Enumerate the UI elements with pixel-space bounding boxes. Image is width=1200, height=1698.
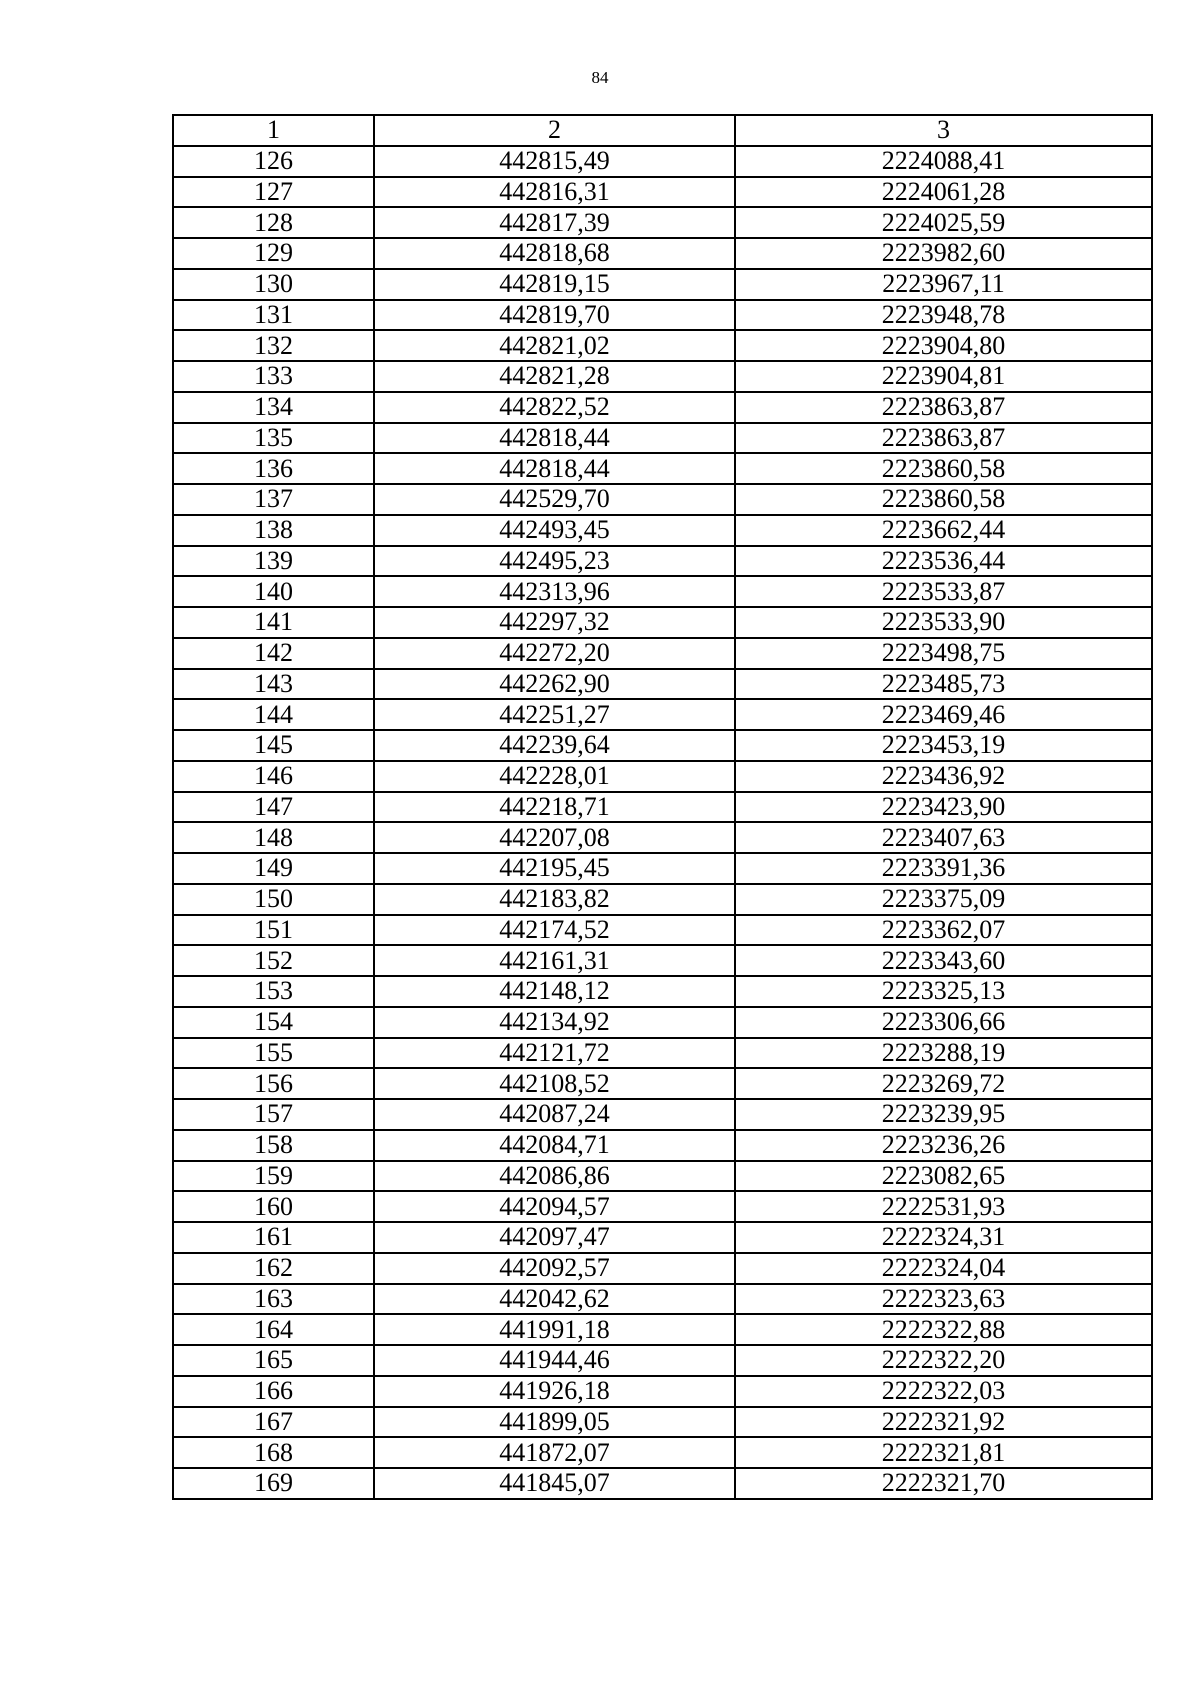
cell-point-number: 155 <box>173 1038 374 1069</box>
cell-point-number: 146 <box>173 761 374 792</box>
table-row <box>173 638 1152 669</box>
table-row <box>173 669 1152 700</box>
cell-x: 442108,52 <box>374 1068 735 1099</box>
table-row <box>173 607 1152 638</box>
cell-point-number: 142 <box>173 638 374 669</box>
cell-x: 442097,47 <box>374 1222 735 1253</box>
cell-point-number: 151 <box>173 915 374 946</box>
cell-x: 442818,44 <box>374 453 735 484</box>
cell-y: 2223863,87 <box>735 392 1152 423</box>
table-row <box>173 822 1152 853</box>
table-row <box>173 1253 1152 1284</box>
cell-point-number: 127 <box>173 177 374 208</box>
cell-y: 2223533,90 <box>735 607 1152 638</box>
cell-y: 2222321,81 <box>735 1437 1152 1468</box>
cell-y: 2223375,09 <box>735 884 1152 915</box>
table-row <box>173 300 1152 331</box>
cell-y: 2223306,66 <box>735 1007 1152 1038</box>
cell-y: 2222322,88 <box>735 1314 1152 1345</box>
table-row <box>173 792 1152 823</box>
table-row <box>173 1407 1152 1438</box>
table-row <box>173 1099 1152 1130</box>
cell-y: 2223860,58 <box>735 453 1152 484</box>
cell-x: 442174,52 <box>374 915 735 946</box>
table-header-row <box>173 115 1152 146</box>
table-row <box>173 761 1152 792</box>
cell-y: 2223082,65 <box>735 1161 1152 1192</box>
cell-point-number: 133 <box>173 361 374 392</box>
cell-x: 442821,02 <box>374 330 735 361</box>
cell-x: 441845,07 <box>374 1468 735 1499</box>
cell-y: 2223269,72 <box>735 1068 1152 1099</box>
cell-point-number: 160 <box>173 1191 374 1222</box>
cell-x: 442818,44 <box>374 423 735 454</box>
cell-x: 442087,24 <box>374 1099 735 1130</box>
cell-point-number: 167 <box>173 1407 374 1438</box>
cell-point-number: 162 <box>173 1253 374 1284</box>
cell-point-number: 156 <box>173 1068 374 1099</box>
table-row <box>173 1038 1152 1069</box>
cell-point-number: 129 <box>173 238 374 269</box>
cell-x: 442818,68 <box>374 238 735 269</box>
table-row <box>173 1222 1152 1253</box>
cell-x: 442228,01 <box>374 761 735 792</box>
cell-x: 442313,96 <box>374 576 735 607</box>
table-row <box>173 361 1152 392</box>
table-row <box>173 177 1152 208</box>
cell-point-number: 161 <box>173 1222 374 1253</box>
cell-x: 442094,57 <box>374 1191 735 1222</box>
table-row <box>173 1468 1152 1499</box>
cell-y: 2224088,41 <box>735 146 1152 177</box>
cell-x: 442134,92 <box>374 1007 735 1038</box>
cell-x: 442086,86 <box>374 1161 735 1192</box>
cell-point-number: 131 <box>173 300 374 331</box>
cell-y: 2222323,63 <box>735 1284 1152 1315</box>
table-row <box>173 238 1152 269</box>
cell-y: 2223325,13 <box>735 976 1152 1007</box>
cell-y: 2223904,81 <box>735 361 1152 392</box>
cell-x: 441991,18 <box>374 1314 735 1345</box>
cell-y: 2223343,60 <box>735 945 1152 976</box>
cell-y: 2222322,20 <box>735 1345 1152 1376</box>
table-row <box>173 884 1152 915</box>
table-row <box>173 1130 1152 1161</box>
cell-x: 442495,23 <box>374 546 735 577</box>
table-row <box>173 269 1152 300</box>
cell-y: 2223407,63 <box>735 822 1152 853</box>
table-row <box>173 515 1152 546</box>
cell-y: 2224061,28 <box>735 177 1152 208</box>
cell-point-number: 145 <box>173 730 374 761</box>
cell-y: 2222322,03 <box>735 1376 1152 1407</box>
table-row <box>173 392 1152 423</box>
table-row <box>173 330 1152 361</box>
cell-x: 441899,05 <box>374 1407 735 1438</box>
cell-x: 442272,20 <box>374 638 735 669</box>
cell-y: 2222321,70 <box>735 1468 1152 1499</box>
cell-point-number: 136 <box>173 453 374 484</box>
table-row <box>173 1314 1152 1345</box>
cell-x: 441944,46 <box>374 1345 735 1376</box>
cell-y: 2222321,92 <box>735 1407 1152 1438</box>
table-row <box>173 945 1152 976</box>
cell-x: 442195,45 <box>374 853 735 884</box>
header-cell-point-number: 1 <box>173 115 374 146</box>
cell-point-number: 165 <box>173 1345 374 1376</box>
cell-x: 442218,71 <box>374 792 735 823</box>
cell-point-number: 130 <box>173 269 374 300</box>
cell-y: 2222324,04 <box>735 1253 1152 1284</box>
cell-x: 442819,70 <box>374 300 735 331</box>
cell-point-number: 132 <box>173 330 374 361</box>
cell-point-number: 134 <box>173 392 374 423</box>
cell-y: 2223469,46 <box>735 699 1152 730</box>
cell-point-number: 168 <box>173 1437 374 1468</box>
cell-x: 442819,15 <box>374 269 735 300</box>
table-row <box>173 699 1152 730</box>
cell-y: 2223391,36 <box>735 853 1152 884</box>
cell-x: 442042,62 <box>374 1284 735 1315</box>
table-row <box>173 1437 1152 1468</box>
cell-point-number: 144 <box>173 699 374 730</box>
cell-y: 2223860,58 <box>735 484 1152 515</box>
cell-x: 442207,08 <box>374 822 735 853</box>
cell-point-number: 140 <box>173 576 374 607</box>
cell-x: 442816,31 <box>374 177 735 208</box>
cell-y: 2223948,78 <box>735 300 1152 331</box>
cell-point-number: 166 <box>173 1376 374 1407</box>
cell-y: 2223236,26 <box>735 1130 1152 1161</box>
cell-point-number: 157 <box>173 1099 374 1130</box>
cell-y: 2222531,93 <box>735 1191 1152 1222</box>
cell-point-number: 141 <box>173 607 374 638</box>
cell-y: 2223288,19 <box>735 1038 1152 1069</box>
table-row <box>173 1376 1152 1407</box>
cell-point-number: 159 <box>173 1161 374 1192</box>
table-row <box>173 976 1152 1007</box>
cell-x: 442161,31 <box>374 945 735 976</box>
cell-point-number: 149 <box>173 853 374 884</box>
cell-y: 2224025,59 <box>735 207 1152 238</box>
header-cell-x: 2 <box>374 115 735 146</box>
table-row <box>173 730 1152 761</box>
cell-point-number: 139 <box>173 546 374 577</box>
cell-y: 2223436,92 <box>735 761 1152 792</box>
cell-y: 2223982,60 <box>735 238 1152 269</box>
cell-point-number: 135 <box>173 423 374 454</box>
cell-x: 442529,70 <box>374 484 735 515</box>
cell-point-number: 150 <box>173 884 374 915</box>
cell-x: 442148,12 <box>374 976 735 1007</box>
cell-x: 441926,18 <box>374 1376 735 1407</box>
cell-point-number: 163 <box>173 1284 374 1315</box>
cell-x: 441872,07 <box>374 1437 735 1468</box>
cell-y: 2223536,44 <box>735 546 1152 577</box>
cell-y: 2223362,07 <box>735 915 1152 946</box>
cell-point-number: 154 <box>173 1007 374 1038</box>
cell-x: 442239,64 <box>374 730 735 761</box>
cell-point-number: 126 <box>173 146 374 177</box>
cell-x: 442092,57 <box>374 1253 735 1284</box>
header-cell-y: 3 <box>735 115 1152 146</box>
cell-y: 2223533,87 <box>735 576 1152 607</box>
cell-y: 2223453,19 <box>735 730 1152 761</box>
table-row <box>173 484 1152 515</box>
cell-y: 2223498,75 <box>735 638 1152 669</box>
table-row <box>173 915 1152 946</box>
cell-point-number: 138 <box>173 515 374 546</box>
cell-y: 2223662,44 <box>735 515 1152 546</box>
cell-x: 442815,49 <box>374 146 735 177</box>
cell-point-number: 164 <box>173 1314 374 1345</box>
table-row <box>173 423 1152 454</box>
table-row <box>173 1068 1152 1099</box>
cell-y: 2223904,80 <box>735 330 1152 361</box>
cell-x: 442262,90 <box>374 669 735 700</box>
cell-y: 2222324,31 <box>735 1222 1152 1253</box>
cell-y: 2223863,87 <box>735 423 1152 454</box>
cell-x: 442183,82 <box>374 884 735 915</box>
cell-y: 2223239,95 <box>735 1099 1152 1130</box>
cell-point-number: 169 <box>173 1468 374 1499</box>
table-row <box>173 1284 1152 1315</box>
table-row <box>173 576 1152 607</box>
coordinates-table <box>172 114 1153 1500</box>
table-row <box>173 453 1152 484</box>
cell-x: 442121,72 <box>374 1038 735 1069</box>
cell-point-number: 148 <box>173 822 374 853</box>
cell-point-number: 137 <box>173 484 374 515</box>
cell-y: 2223423,90 <box>735 792 1152 823</box>
cell-point-number: 143 <box>173 669 374 700</box>
cell-point-number: 147 <box>173 792 374 823</box>
table-row <box>173 853 1152 884</box>
cell-x: 442817,39 <box>374 207 735 238</box>
cell-point-number: 153 <box>173 976 374 1007</box>
table-row <box>173 146 1152 177</box>
cell-x: 442493,45 <box>374 515 735 546</box>
cell-point-number: 158 <box>173 1130 374 1161</box>
cell-point-number: 152 <box>173 945 374 976</box>
cell-y: 2223485,73 <box>735 669 1152 700</box>
page-number: 84 <box>591 68 609 87</box>
table-row <box>173 1007 1152 1038</box>
cell-x: 442821,28 <box>374 361 735 392</box>
table-row <box>173 207 1152 238</box>
table-row <box>173 1345 1152 1376</box>
cell-point-number: 128 <box>173 207 374 238</box>
table-row <box>173 1191 1152 1222</box>
table-row <box>173 546 1152 577</box>
cell-x: 442084,71 <box>374 1130 735 1161</box>
cell-x: 442822,52 <box>374 392 735 423</box>
cell-x: 442297,32 <box>374 607 735 638</box>
cell-x: 442251,27 <box>374 699 735 730</box>
table-row <box>173 1161 1152 1192</box>
table-body <box>173 115 1152 1499</box>
cell-y: 2223967,11 <box>735 269 1152 300</box>
